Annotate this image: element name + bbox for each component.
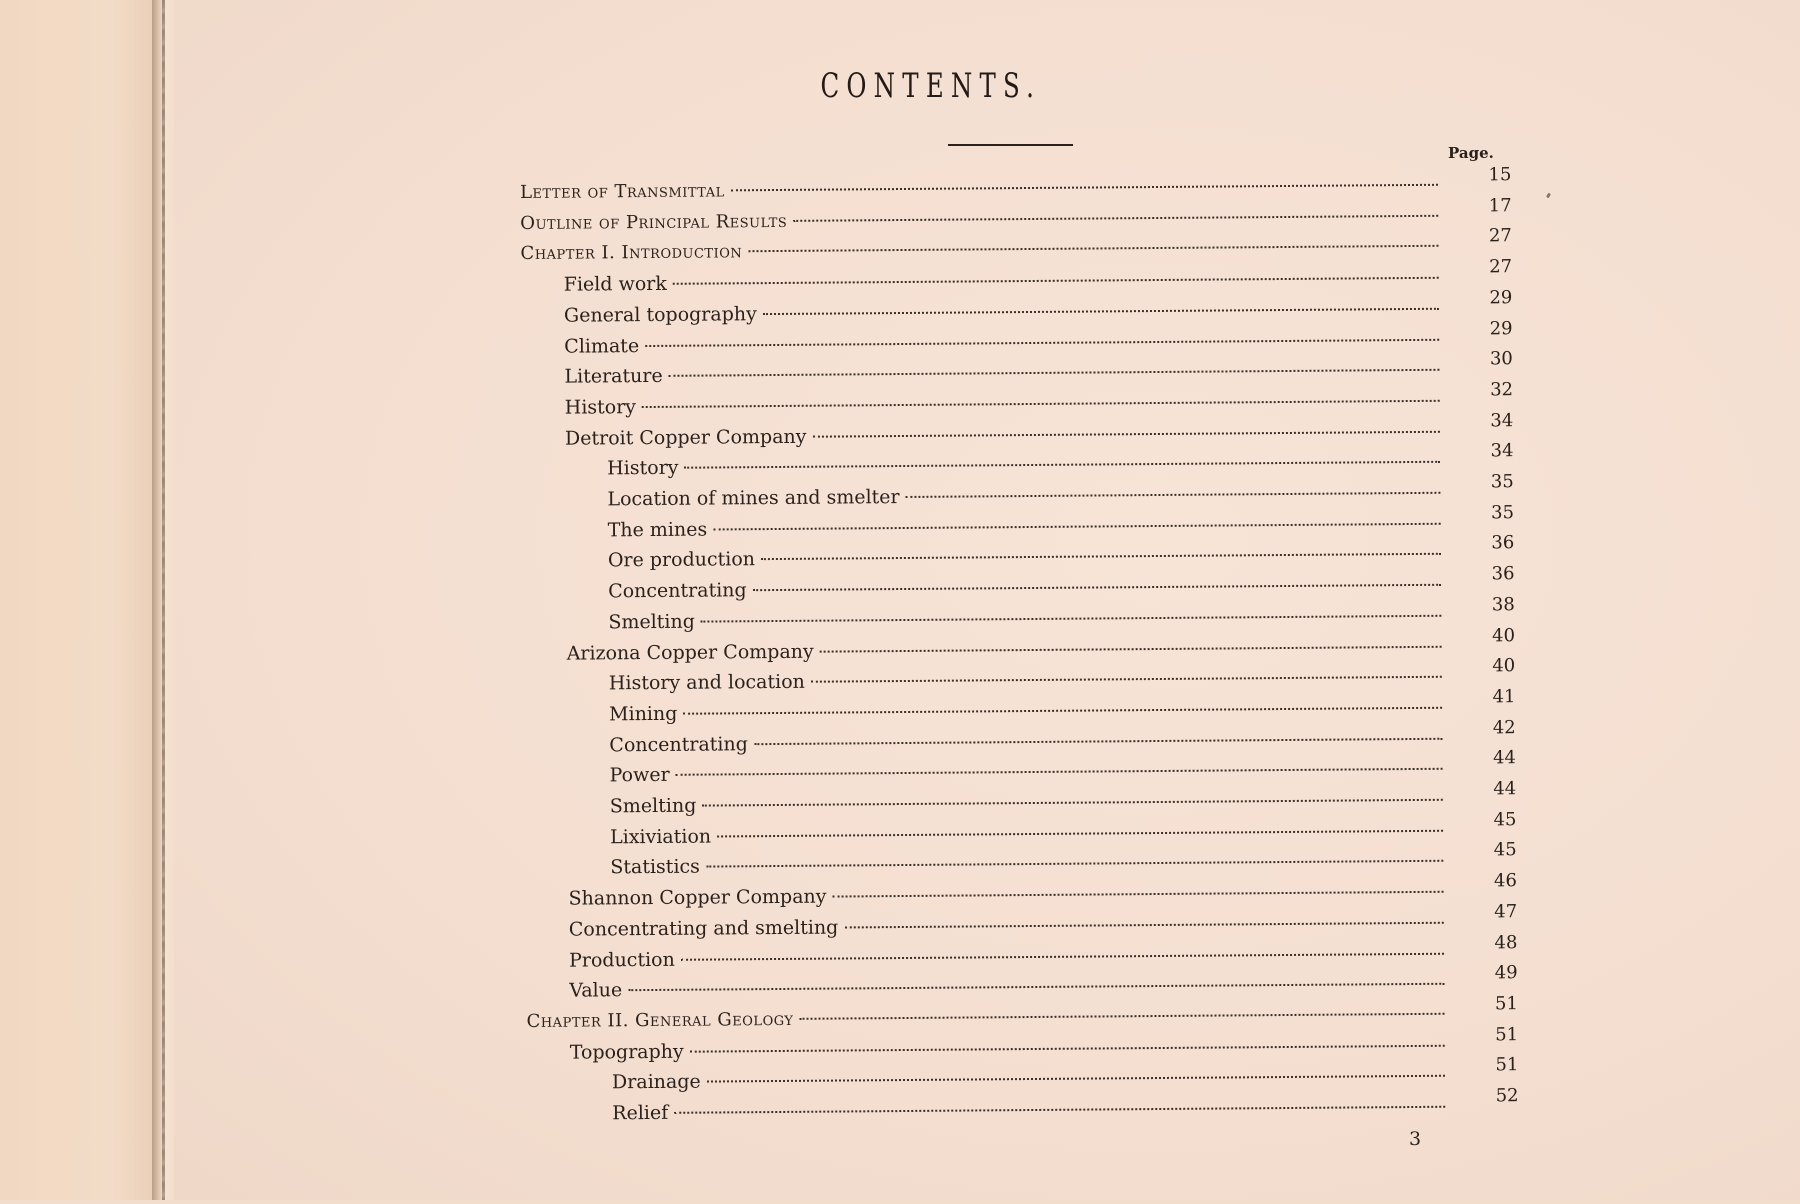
- dot-leader: [673, 277, 1439, 285]
- toc-entry-page: 30: [1489, 348, 1513, 370]
- dot-leader: [763, 308, 1439, 315]
- toc-entry-page: 17: [1488, 194, 1512, 217]
- toc-entry-page: 45: [1493, 839, 1517, 861]
- toc-entry-page: 41: [1492, 686, 1516, 708]
- toc-entry-label: Outline of Principal Results: [520, 210, 788, 234]
- toc-entry-label: Arizona Copper Company: [566, 640, 814, 665]
- toc-entry-page: 15: [1488, 164, 1512, 186]
- dot-leader: [669, 369, 1440, 377]
- toc-entry-label: Smelting: [608, 610, 695, 634]
- toc-entry-label: Location of mines and smelter: [607, 486, 900, 511]
- toc-entry-label: Concentrating: [608, 579, 747, 603]
- toc-entry-label: Concentrating and smelting: [568, 916, 839, 941]
- toc-entry-label: History and location: [608, 670, 805, 695]
- toc-entry-page: 51: [1494, 993, 1518, 1015]
- dot-leader: [844, 922, 1443, 929]
- dot-leader: [793, 214, 1438, 221]
- toc-entry-label: Lixiviation: [609, 825, 712, 848]
- toc-entry-page: 38: [1491, 593, 1515, 616]
- toc-entry-label: Shannon Copper Company: [568, 885, 827, 910]
- toc-entry-label: Chapter I. Introduction: [520, 241, 743, 265]
- page-number: 3: [1409, 1128, 1422, 1150]
- toc-entry-label: Production: [568, 948, 675, 972]
- toc-entry-page: 47: [1494, 900, 1518, 923]
- dot-leader: [713, 522, 1440, 530]
- toc-entry-label: Statistics: [610, 855, 700, 879]
- toc-entry-page: 44: [1493, 778, 1517, 800]
- toc-entry-label: Smelting: [609, 794, 697, 818]
- dot-leader: [628, 983, 1444, 991]
- toc-entry-page: 40: [1492, 655, 1516, 677]
- toc-entry-label: Literature: [564, 365, 663, 388]
- dot-leader: [674, 1106, 1445, 1114]
- dot-leader: [681, 952, 1444, 960]
- toc-entry-page: 27: [1489, 256, 1513, 278]
- toc-entry-page: 42: [1492, 716, 1516, 738]
- dot-leader: [820, 645, 1442, 652]
- dot-leader: [906, 492, 1441, 498]
- toc-entry-page: 51: [1495, 1023, 1519, 1045]
- toc-entry-label: Mining: [609, 702, 678, 726]
- dot-leader: [702, 799, 1443, 807]
- toc-entry-label: Field work: [563, 272, 667, 296]
- toc-entry-label: Power: [609, 764, 670, 787]
- page-title: CONTENTS.: [820, 66, 1042, 106]
- dot-leader: [645, 338, 1439, 346]
- toc-entry-label: Letter of Transmittal: [519, 180, 725, 203]
- toc-entry-label: Drainage: [611, 1070, 701, 1094]
- dot-leader: [754, 737, 1442, 744]
- toc-entry-label: Concentrating: [609, 732, 748, 756]
- toc-entry-label: History: [607, 457, 679, 480]
- toc-entry-page: 46: [1493, 870, 1517, 892]
- toc-entry-page: 34: [1490, 440, 1514, 462]
- toc-entry-page: 45: [1493, 808, 1517, 831]
- dot-leader: [683, 707, 1442, 715]
- toc-entry-label: The mines: [607, 518, 708, 542]
- dot-leader: [684, 461, 1440, 469]
- toc-entry-page: 27: [1488, 225, 1512, 247]
- toc-entry-page: 29: [1489, 287, 1513, 309]
- toc-entry-page: 35: [1491, 501, 1515, 524]
- toc-entry-label: Relief: [612, 1101, 669, 1125]
- toc-entry: [612, 1085, 1519, 1133]
- toc-entry-label: History: [564, 395, 637, 419]
- dot-leader: [811, 676, 1442, 683]
- toc-entry-page: 52: [1495, 1085, 1519, 1107]
- toc-entry-page: 51: [1495, 1054, 1519, 1076]
- dot-leader: [731, 184, 1438, 192]
- dot-leader: [799, 1013, 1444, 1020]
- dot-leader: [748, 245, 1438, 252]
- dot-leader: [642, 400, 1440, 408]
- dot-leader: [706, 860, 1443, 868]
- toc-entry-page: 36: [1491, 563, 1515, 585]
- toc-entry-page: 36: [1491, 532, 1515, 554]
- toc-entry-page: 44: [1492, 747, 1517, 769]
- toc-entry-page: 35: [1490, 471, 1514, 493]
- toc-entry-page: 49: [1494, 962, 1518, 984]
- toc-entry-page: 48: [1494, 931, 1518, 953]
- toc-entry-page: 32: [1490, 379, 1514, 401]
- toc-entry-label: General topography: [563, 302, 757, 327]
- toc-entry-label: Detroit Copper Company: [564, 425, 807, 450]
- dot-leader: [676, 768, 1443, 776]
- dot-leader: [701, 615, 1442, 623]
- toc-entry-label: Value: [569, 979, 623, 1002]
- dot-leader: [832, 891, 1443, 898]
- dot-leader: [812, 430, 1439, 437]
- toc-entry-label: Topography: [569, 1040, 684, 1064]
- toc-entry-page: 40: [1491, 624, 1516, 646]
- dot-leader: [753, 584, 1441, 591]
- page-column-label: Page.: [1448, 144, 1494, 162]
- dot-leader: [690, 1044, 1445, 1052]
- toc-entry-page: 29: [1489, 317, 1513, 339]
- toc-entry-label: Chapter II. General Geology: [526, 1008, 794, 1032]
- dot-leader: [717, 829, 1443, 837]
- toc-entry-label: Ore production: [607, 548, 756, 572]
- toc-entry-page: 34: [1490, 409, 1514, 431]
- dot-leader: [707, 1075, 1445, 1083]
- toc-entry-label: Climate: [564, 334, 640, 358]
- dot-leader: [761, 553, 1441, 560]
